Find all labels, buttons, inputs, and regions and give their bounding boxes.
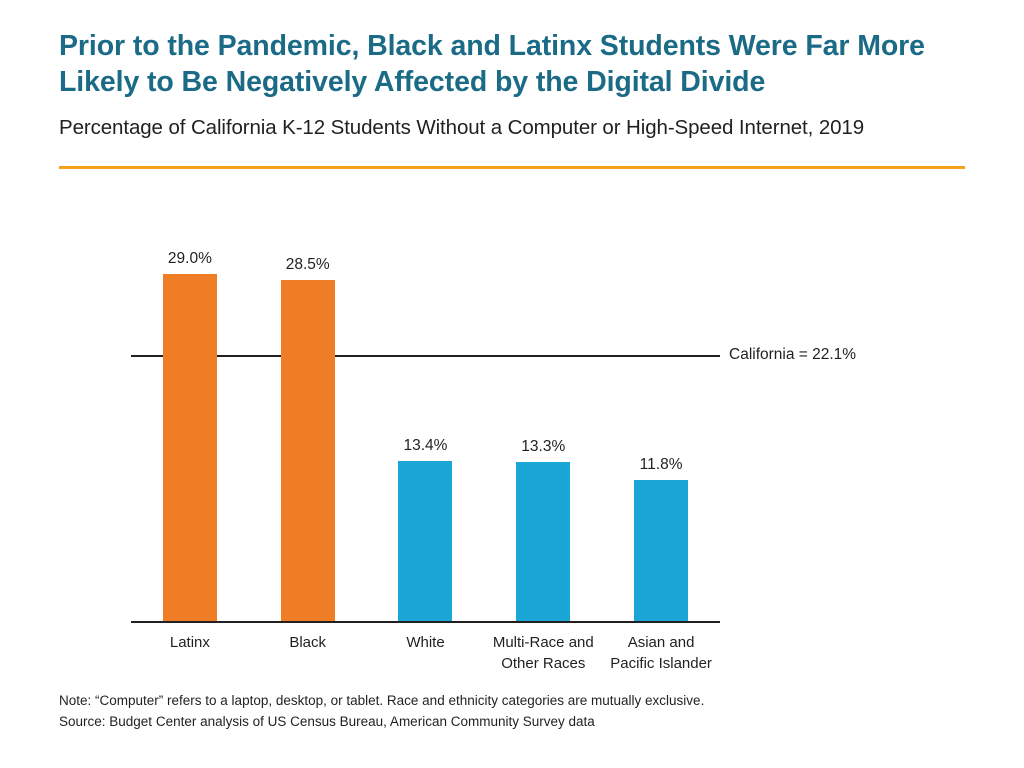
footnote-source: Source: Budget Center analysis of US Census Bureau, American Community Survey data [59,713,595,729]
page-title: Prior to the Pandemic, Black and Latinx Students Were Far More Likely to Be Negatively Affected by the Digital Divide [59,30,925,98]
x-axis-labels [131,632,720,684]
bar-black[interactable] [281,280,335,622]
x-tick-label-black [249,632,367,653]
x-tick-label-asian-and-pacific-islander [602,632,720,674]
x-tick-label-multi-race-and-other-races [484,632,602,674]
page-subtitle: Percentage of California K-12 Students Without a Computer or High-Speed Internet, 2019 [59,116,865,139]
bar-value-latinx: 29.0% [167,250,212,267]
bar-value-multi-race-and-other-races: 13.3% [521,438,566,455]
bar-asian-and-pacific-islander[interactable] [634,480,688,622]
bar-slot [484,240,602,622]
x-tick-label-line: Latinx [169,634,210,651]
bar-latinx[interactable] [163,274,217,622]
x-tick-label-line: White [406,634,445,651]
x-tick-label-line: Other Races [501,655,586,672]
x-tick-label-white [367,632,485,653]
x-axis-line [131,621,720,623]
bar-slot [367,240,485,622]
bar-white[interactable] [398,461,452,622]
reference-line-label: California = 22.1% [729,346,857,363]
x-tick-label-line: Asian and [627,634,695,651]
bar-slot [602,240,720,622]
x-tick-label-line: Pacific Islander [610,655,712,672]
bar-value-asian-and-pacific-islander: 11.8% [639,456,683,473]
bar-value-white: 13.4% [403,437,448,454]
chart-footnotes [59,692,759,730]
bar-value-black: 28.5% [285,256,330,273]
bar-slot [131,240,249,622]
x-tick-label-line: Black [289,634,327,651]
bar-series [131,240,720,622]
bar-multi-race-and-other-races[interactable] [516,462,570,622]
x-tick-label-line: Multi-Race and [492,634,594,651]
footnote-note: Note: “Computer” refers to a laptop, desktop, or tablet. Race and ethnicity categories are mutually exclusive. [59,693,705,708]
x-tick-label-latinx [131,632,249,653]
bar-slot [249,240,367,622]
